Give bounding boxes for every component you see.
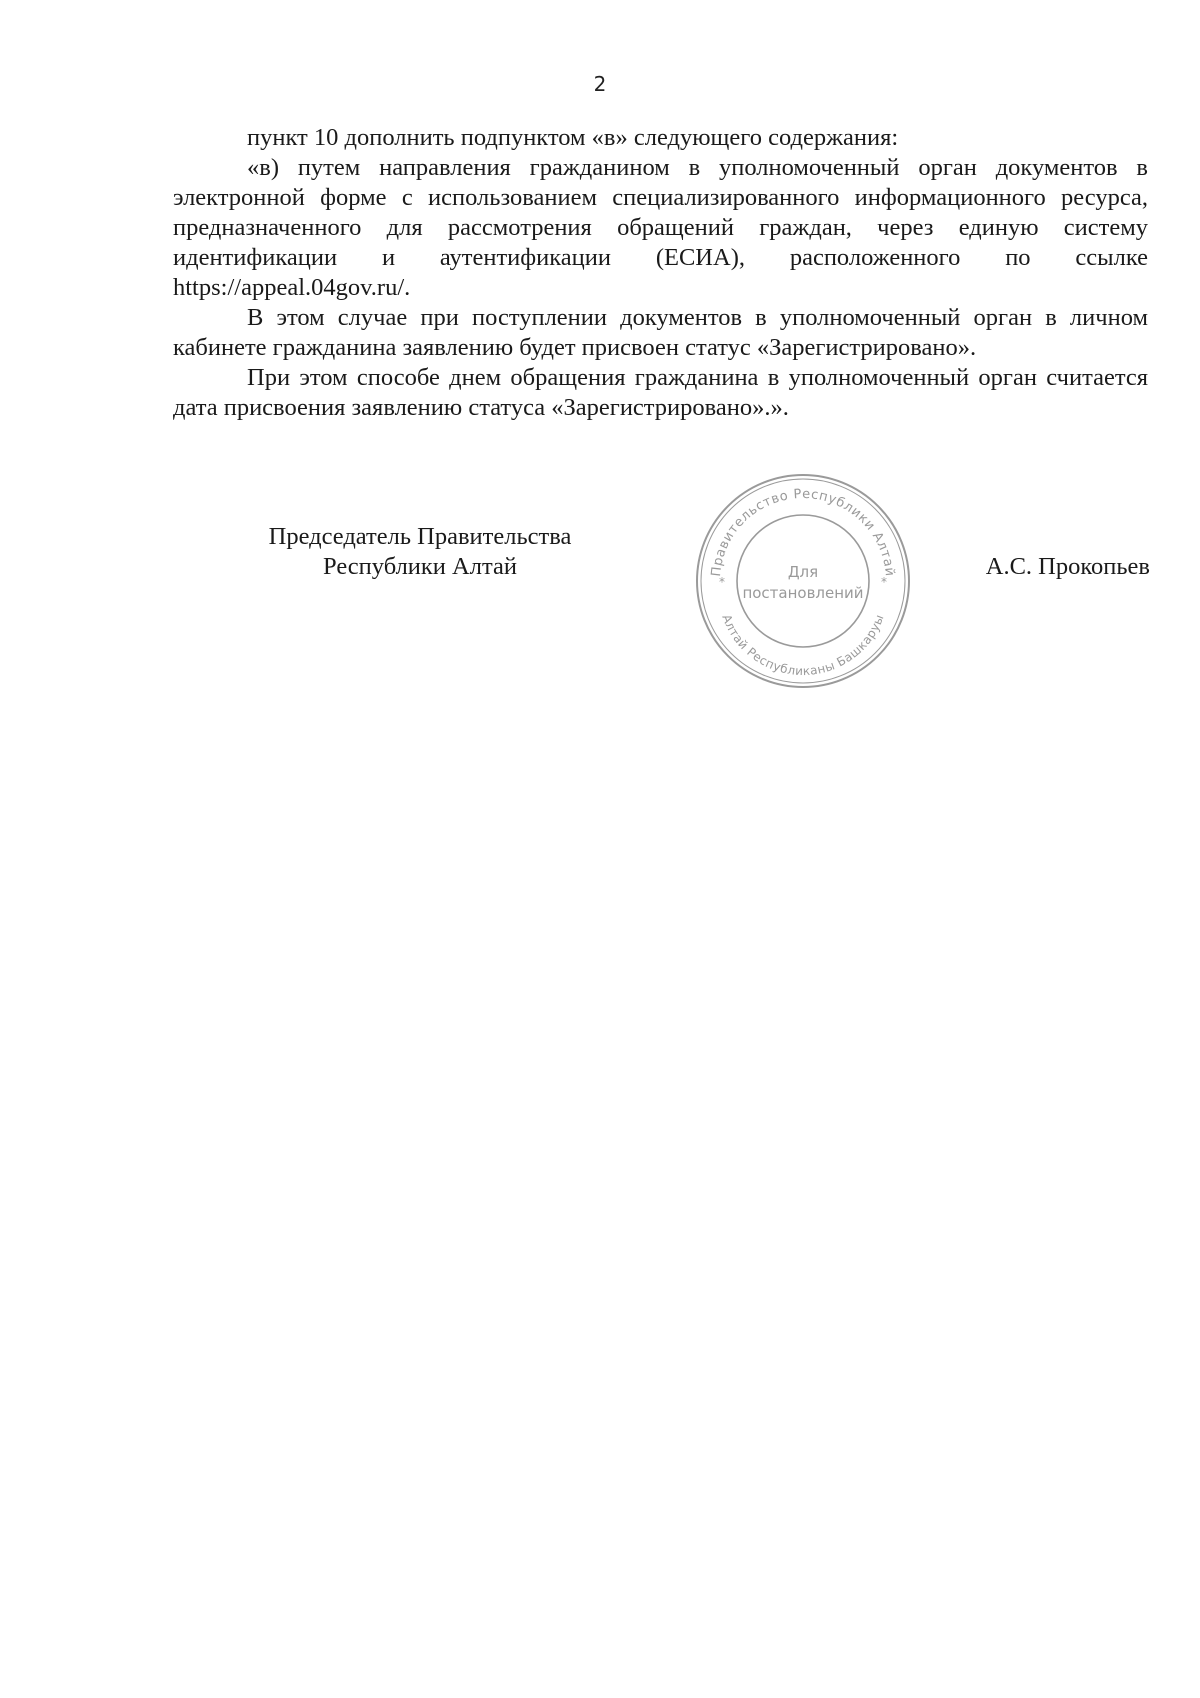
seal-outer-text-bottom: Алтай Республиканы Башкаруы [719, 612, 887, 679]
paragraph-1: пункт 10 дополнить подпунктом «в» следующего содержания: [247, 124, 899, 151]
document-body [173, 123, 1148, 423]
seal-outer-ring-inner [701, 479, 905, 683]
paragraph-3: В этом случае при поступлении документов в уполномоченный орган в личном кабинете гражданина заявлению будет присвоен статус «Зарегистрировано». [173, 304, 1148, 361]
paragraph-2: «в) путем направления гражданином в уполномоченный орган документов в электронной форме с использованием специализированного информационного ресурса, предназначенного для рассмотрения обращений граждан, через единую систему идентификации и аутентификации (ЕСИА), расположенного по ссылке https://appeal.04gov.ru/. [173, 154, 1148, 301]
signatory-position-line-2: Республики Алтай [323, 553, 517, 580]
seal-outer-ring [697, 475, 909, 687]
signatory-name: А.С. Прокопьев [985, 553, 1150, 580]
official-seal [692, 470, 914, 692]
paragraph-4: При этом способе днем обращения гражданина в уполномоченный орган считается дата присвоения заявлению статуса «Зарегистрировано».». [173, 364, 1148, 421]
page-number: 2 [593, 72, 607, 96]
seal-center-line-2: постановлений [742, 584, 864, 602]
seal-outer-text-top: Правительство Республики Алтай [709, 486, 897, 578]
seal-center-line-1: Для [787, 563, 819, 581]
seal-star-left: * [719, 575, 725, 589]
seal-star-right: * [881, 575, 887, 589]
seal-inner-ring [737, 515, 869, 647]
signatory-position-line-1: Председатель Правительства [268, 523, 572, 550]
signatory-position [240, 522, 600, 582]
